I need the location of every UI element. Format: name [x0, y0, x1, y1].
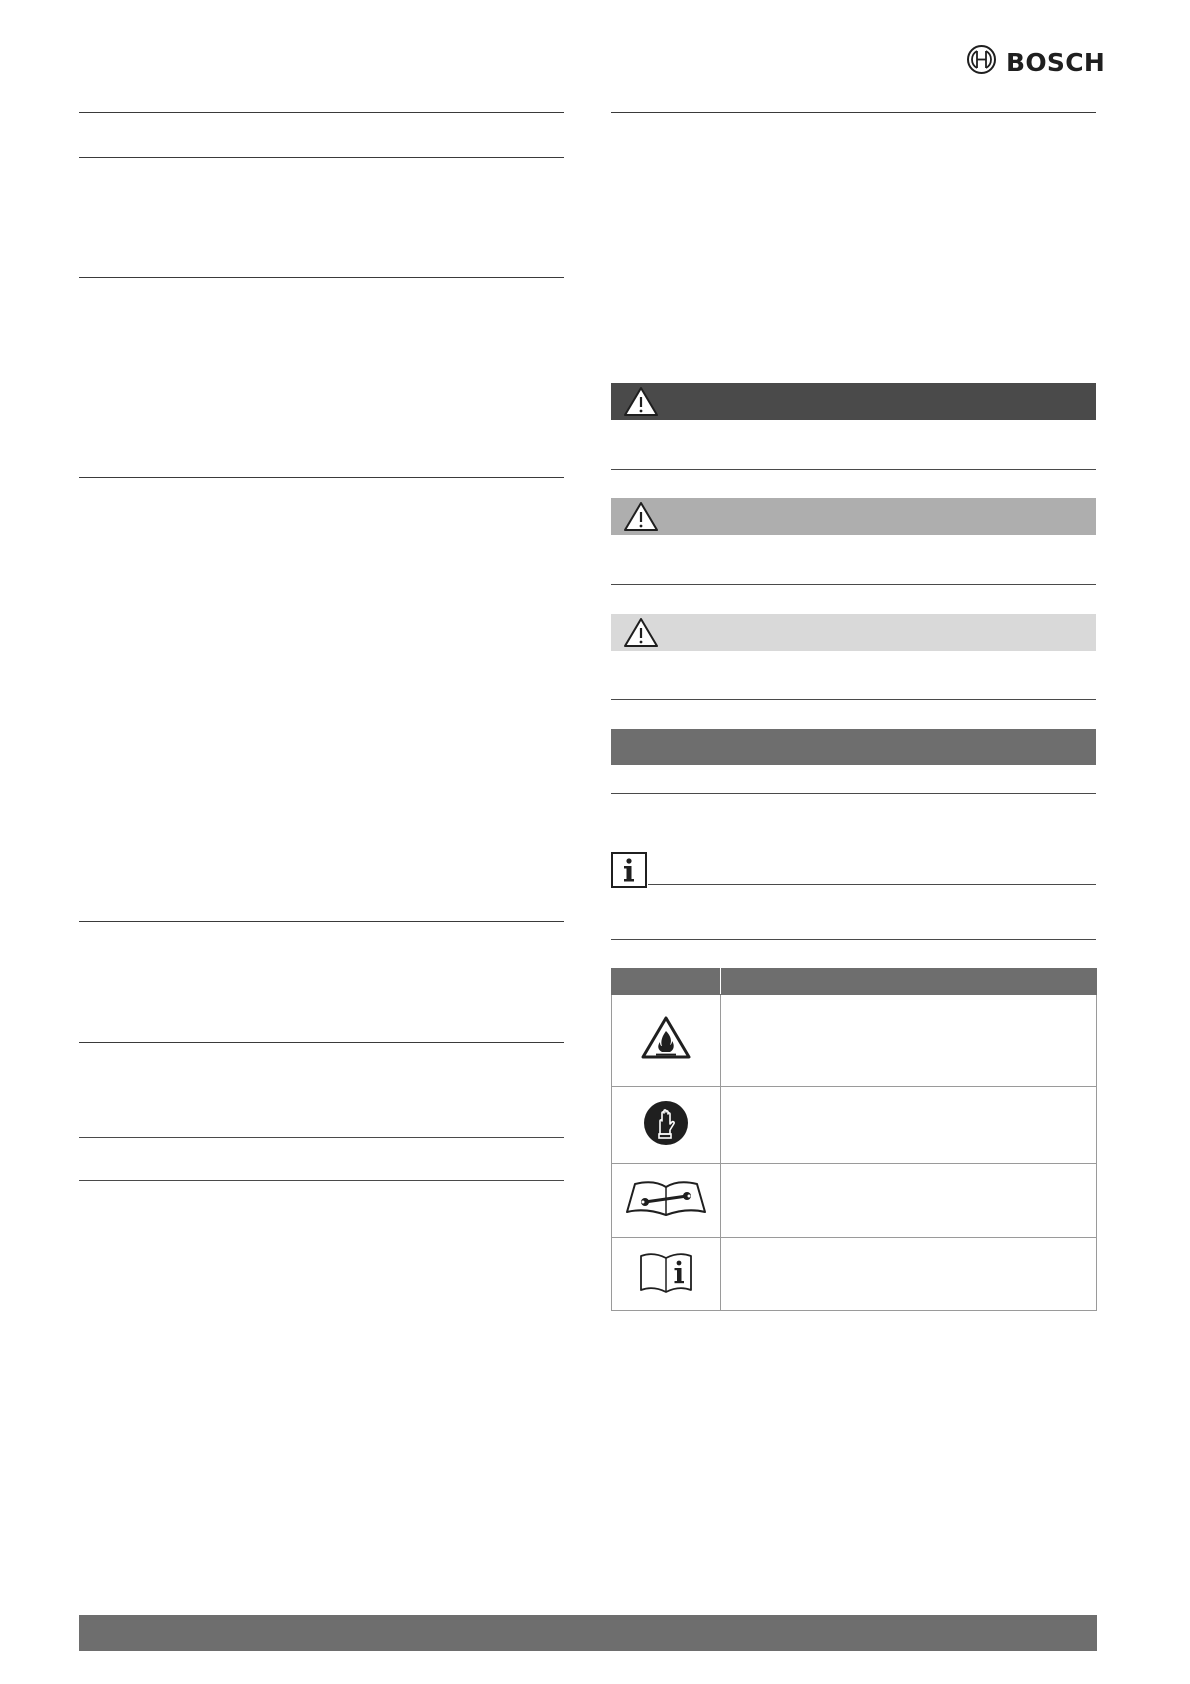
bosch-logo [966, 44, 1105, 80]
section-divider [611, 939, 1096, 940]
bosch-armature-icon [966, 44, 997, 80]
symbol-table [611, 968, 1097, 1311]
section-divider [79, 1042, 564, 1043]
symbol-cell [612, 1164, 721, 1238]
symbol-cell [612, 1238, 721, 1311]
wear-gloves-icon [643, 1133, 689, 1150]
section-divider [79, 277, 564, 278]
section-divider [79, 1137, 564, 1138]
table-header-cell [612, 969, 721, 995]
info-note-rule [648, 884, 1096, 885]
description-cell [721, 995, 1097, 1087]
service-manual-icon [625, 1205, 707, 1222]
section-divider [79, 157, 564, 158]
warning-triangle-icon [623, 501, 659, 532]
table-header-cell [721, 969, 1097, 995]
section-divider [79, 1180, 564, 1181]
table-row [612, 1164, 1097, 1238]
info-icon [611, 852, 647, 893]
description-cell [721, 1087, 1097, 1164]
section-divider [611, 112, 1096, 113]
table-header-row [612, 969, 1097, 995]
description-cell [721, 1238, 1097, 1311]
read-instructions-icon [638, 1281, 694, 1298]
symbol-cell [612, 1087, 721, 1164]
section-divider [611, 793, 1096, 794]
section-divider [611, 584, 1096, 585]
section-divider [611, 699, 1096, 700]
symbol-cell [612, 995, 721, 1087]
table-row [612, 1087, 1097, 1164]
warning-triangle-icon [623, 617, 659, 648]
flammable-warning-icon [640, 1048, 692, 1065]
section-divider [611, 469, 1096, 470]
notice-signal-bar [611, 729, 1096, 765]
section-divider [79, 921, 564, 922]
brand-name: BOSCH [1006, 47, 1106, 77]
description-cell [721, 1164, 1097, 1238]
section-divider [79, 112, 564, 113]
footer-bar [79, 1615, 1097, 1651]
warning-signal-bar [611, 498, 1096, 535]
danger-signal-bar [611, 383, 1096, 420]
table-row [612, 995, 1097, 1087]
caution-signal-bar [611, 614, 1096, 651]
section-divider [79, 477, 564, 478]
table-row [612, 1238, 1097, 1311]
warning-triangle-icon [623, 386, 659, 417]
